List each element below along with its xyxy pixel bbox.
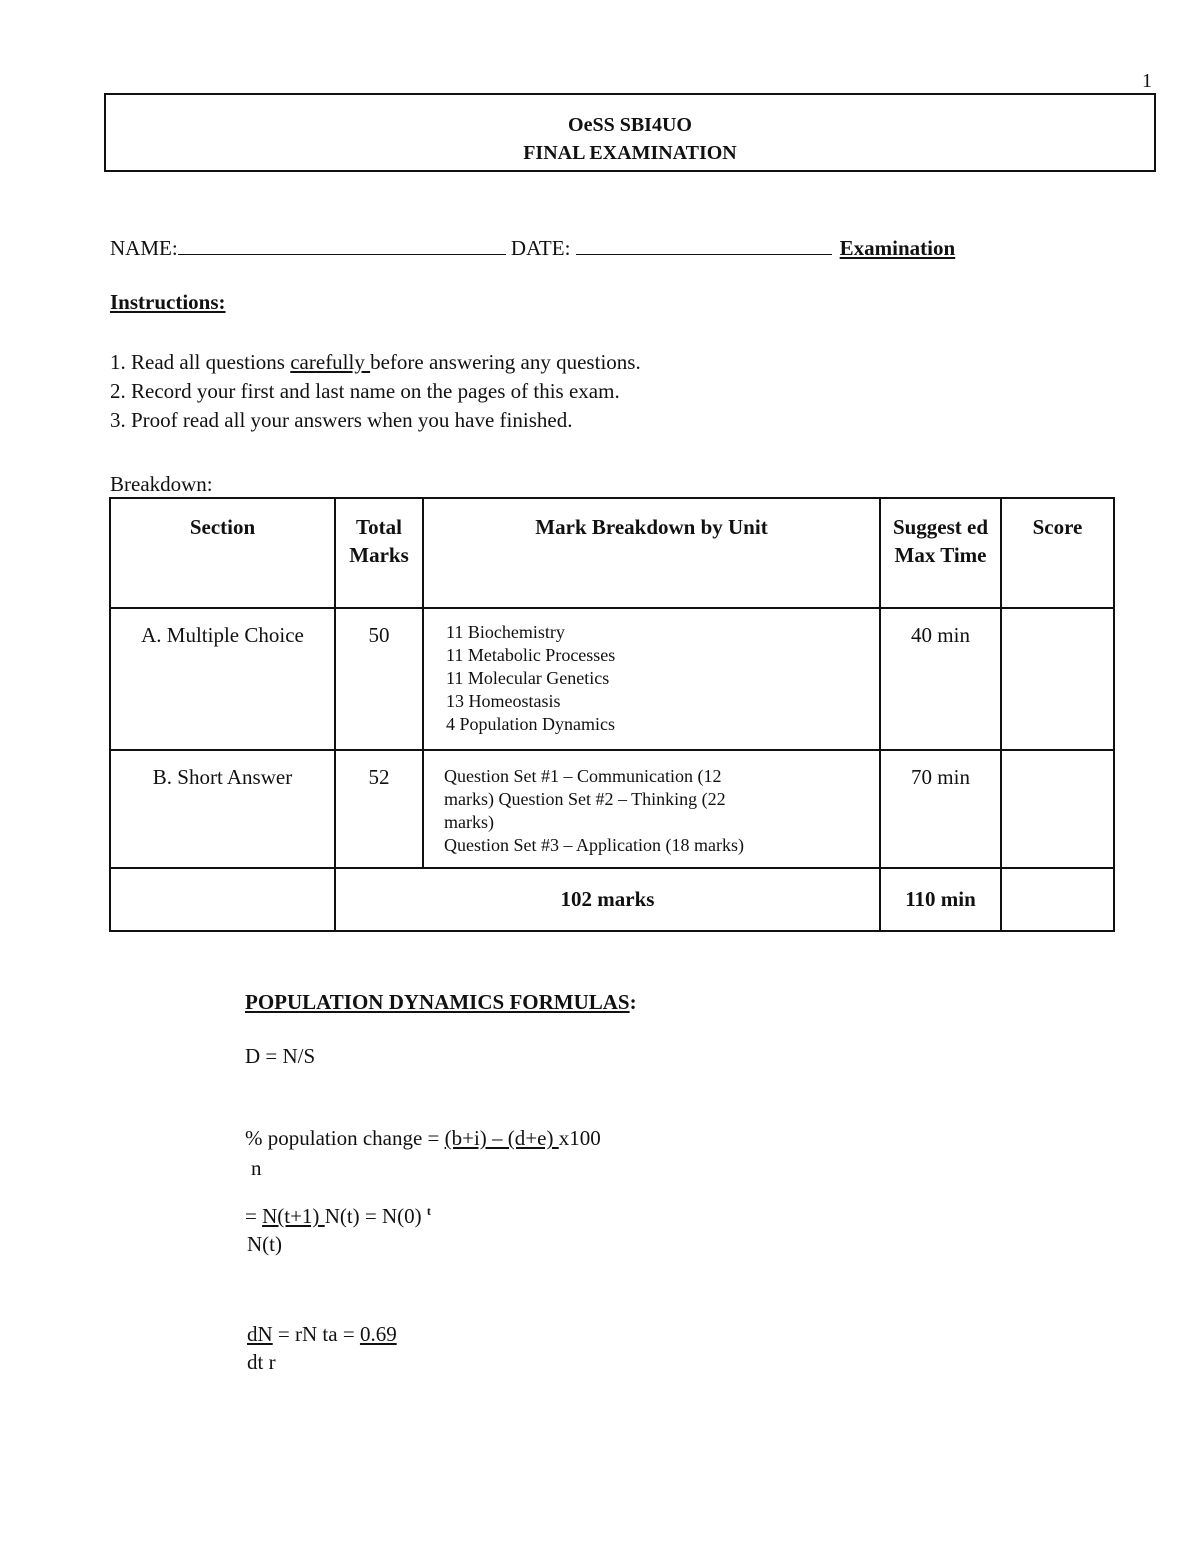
growth-rhs: N(t) = N(0) [324, 1204, 427, 1228]
totals-empty-cell [110, 868, 335, 931]
unit-line: 11 Biochemistry [446, 622, 565, 642]
table-row [110, 608, 1114, 750]
date-field[interactable] [576, 238, 832, 255]
total-marks-cell: 102 marks [335, 868, 880, 931]
pct-change-denominator: n [251, 1156, 262, 1180]
date-label: DATE: [510, 236, 571, 260]
growth-exponent: t [426, 1204, 431, 1218]
instruction-item-2: 2. Record your first and last name on the pages of this exam. [110, 379, 620, 403]
formulas-heading-text: POPULATION DYNAMICS FORMULAS [245, 990, 630, 1014]
rate-middle: = rN ta = [272, 1322, 360, 1346]
growth-formula [245, 1204, 431, 1229]
page-number: 1 [1142, 70, 1152, 92]
total-time-cell: 110 min [880, 868, 1001, 931]
formulas-heading [245, 990, 637, 1015]
breakdown-label: Breakdown: [110, 472, 213, 496]
rate-numerator: dN [247, 1322, 273, 1346]
density-formula: D = N/S [245, 1044, 316, 1068]
header-score: Score [1001, 498, 1114, 608]
score-cell[interactable] [1001, 608, 1114, 750]
instruction-item-3: 3. Proof read all your answers when you have finished. [110, 408, 573, 432]
rate-formula [247, 1322, 397, 1347]
units-cell [423, 750, 880, 868]
instructions-heading: Instructions: [110, 290, 226, 314]
pct-change-numerator: (b+i) – (d+e) [444, 1126, 559, 1150]
rate-denominator: dt r [247, 1350, 276, 1374]
total-cell: 52 [335, 750, 423, 868]
exam-title-box [104, 93, 1156, 172]
name-field[interactable] [178, 238, 506, 255]
time-cell: 40 min [880, 608, 1001, 750]
unit-line: marks) Question Set #2 – Thinking (22 [444, 789, 726, 809]
total-score-cell[interactable] [1001, 868, 1114, 931]
instruction-1-start: 1. Read all questions [110, 350, 291, 374]
instruction-item-1 [110, 348, 641, 377]
pct-change-label: % population change = [245, 1126, 445, 1150]
section-cell: B. Short Answer [110, 750, 335, 868]
time-cell: 70 min [880, 750, 1001, 868]
formulas-heading-colon: : [629, 990, 637, 1014]
score-cell[interactable] [1001, 750, 1114, 868]
growth-numerator: N(t+1) [262, 1204, 325, 1228]
exam-title: FINAL EXAMINATION [523, 142, 737, 164]
examination-label: Examination [839, 236, 956, 260]
pct-change-formula [245, 1126, 601, 1151]
course-code: OeSS SBI4UO [568, 114, 692, 136]
unit-line: 13 Homeostasis [446, 691, 561, 711]
growth-denominator: N(t) [247, 1232, 282, 1256]
unit-line: Question Set #3 – Application (18 marks) [444, 835, 744, 855]
unit-line: 4 Population Dynamics [446, 714, 615, 734]
section-cell: A. Multiple Choice [110, 608, 335, 750]
header-total-marks: Total Marks [335, 498, 423, 608]
unit-line: Question Set #1 – Communication (12 [444, 766, 722, 786]
instruction-1-end: before answering any questions. [370, 350, 641, 374]
totals-row [110, 868, 1114, 931]
unit-line: 11 Molecular Genetics [446, 668, 610, 688]
table-header-row [110, 498, 1114, 608]
header-suggested-time: Suggest ed Max Time [880, 498, 1001, 608]
name-label: NAME: [110, 236, 178, 260]
units-cell [423, 608, 880, 750]
total-cell: 50 [335, 608, 423, 750]
mark-breakdown-table [109, 497, 1115, 932]
instructions-list [110, 348, 641, 435]
unit-line: 11 Metabolic Processes [446, 645, 616, 665]
name-date-line [110, 236, 955, 261]
doubling-constant: 0.69 [359, 1322, 397, 1346]
unit-line: marks) [444, 812, 494, 832]
header-section: Section [110, 498, 335, 608]
growth-eq-sign: = [245, 1204, 263, 1228]
instruction-1-emphasis: carefully [290, 350, 371, 374]
pct-change-multiplier: x100 [558, 1126, 601, 1150]
table-row [110, 750, 1114, 868]
header-mark-breakdown: Mark Breakdown by Unit [423, 498, 880, 608]
